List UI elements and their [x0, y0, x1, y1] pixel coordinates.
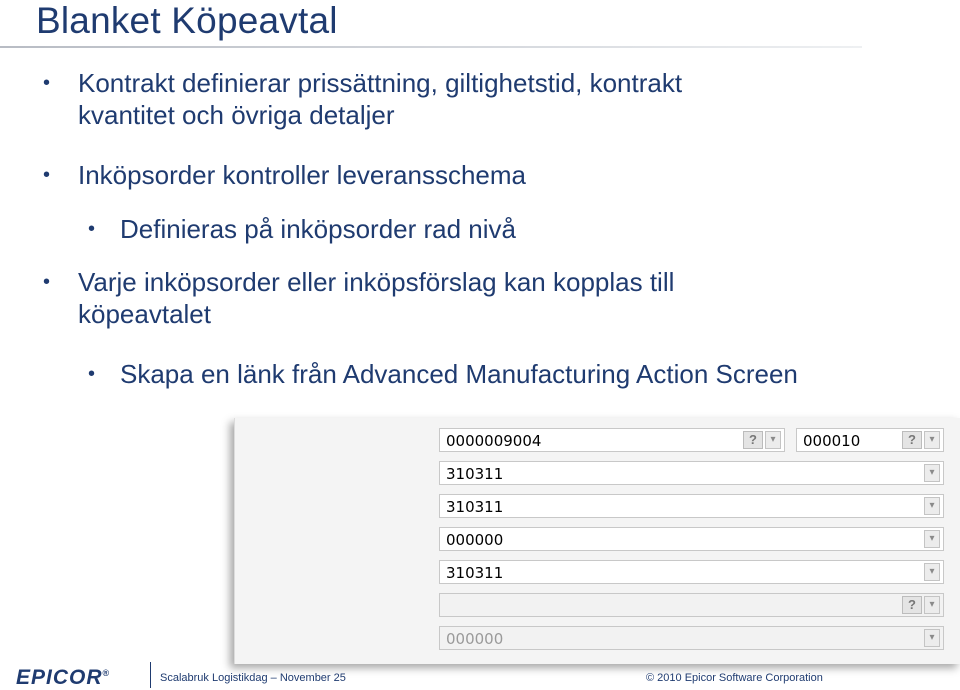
del-date-req-row — [235, 494, 960, 520]
logo-text: EPICOR — [16, 666, 103, 689]
contract-dropdown-button[interactable]: ▾ — [765, 431, 781, 449]
bullet-icon: • — [88, 363, 96, 385]
bullet-line: Varje inköpsorder eller inköpsförslag kan kopplas till — [78, 267, 675, 297]
bullet-line: köpeavtalet — [78, 298, 211, 329]
unlabeled-date-dropdown-button[interactable]: ▾ — [924, 530, 940, 548]
sub-bullet-defined — [88, 214, 516, 246]
del-date-req-field[interactable]: 310311 — [439, 494, 944, 518]
sub-bullet-create-link — [88, 359, 798, 391]
del-date-conf-row — [235, 461, 960, 487]
contract-line-field[interactable]: 000010 — [796, 428, 944, 452]
footer-event: Scalabruk Logistikdag – November 25 — [160, 672, 346, 684]
footer-divider — [150, 662, 151, 688]
bullet-line: Inköpsorder kontroller leveransschema — [78, 160, 526, 190]
bullet-link-order — [43, 267, 675, 330]
contract-lookup-button[interactable]: ? — [743, 431, 763, 449]
bullet-line: Kontrakt definierar prissättning, giltighetstid, kontrakt — [78, 68, 683, 98]
bullet-purchase-order — [43, 160, 526, 192]
footer-copyright: © 2010 Epicor Software Corporation — [646, 672, 823, 684]
slide-title: Blanket Köpeavtal — [36, 0, 338, 41]
del-date-back-row — [235, 560, 960, 586]
vat-code-field[interactable] — [439, 593, 944, 617]
bullet-contract — [43, 68, 683, 131]
contract-line-lookup-button[interactable]: ? — [902, 431, 922, 449]
purchase-order-form — [234, 418, 960, 664]
epicor-logo — [16, 666, 110, 690]
contract-field[interactable]: 0000009004 — [439, 428, 785, 452]
del-date-back-field[interactable]: 310311 — [439, 560, 944, 584]
vat-code-lookup-button[interactable]: ? — [902, 596, 922, 614]
reminder-date-dropdown-button[interactable]: ▾ — [924, 629, 940, 647]
title-divider — [0, 46, 862, 48]
reminder-date-row — [235, 626, 960, 652]
vat-code-dropdown-button[interactable]: ▾ — [924, 596, 940, 614]
bullet-line: Definieras på inköpsorder rad nivå — [120, 214, 516, 244]
bullet-line: Skapa en länk från Advanced Manufacturing Action Screen — [120, 359, 798, 389]
logo-registered-mark: ® — [102, 668, 111, 678]
bullet-icon: • — [43, 164, 51, 186]
bullet-line: kvantitet och övriga detaljer — [78, 99, 395, 130]
vat-code-row — [235, 593, 960, 619]
del-date-conf-dropdown-button[interactable]: ▾ — [924, 464, 940, 482]
contract-row — [235, 428, 960, 454]
del-date-req-dropdown-button[interactable]: ▾ — [924, 497, 940, 515]
bullet-icon: • — [43, 72, 51, 94]
unlabeled-date-field[interactable]: 000000 — [439, 527, 944, 551]
del-date-back-dropdown-button[interactable]: ▾ — [924, 563, 940, 581]
bullet-icon: • — [88, 218, 96, 240]
contract-line-dropdown-button[interactable]: ▾ — [924, 431, 940, 449]
bullet-icon: • — [43, 271, 51, 293]
del-date-conf-field[interactable]: 310311 — [439, 461, 944, 485]
unlabeled-date-row — [235, 527, 960, 553]
reminder-date-field[interactable]: 000000 — [439, 626, 944, 650]
